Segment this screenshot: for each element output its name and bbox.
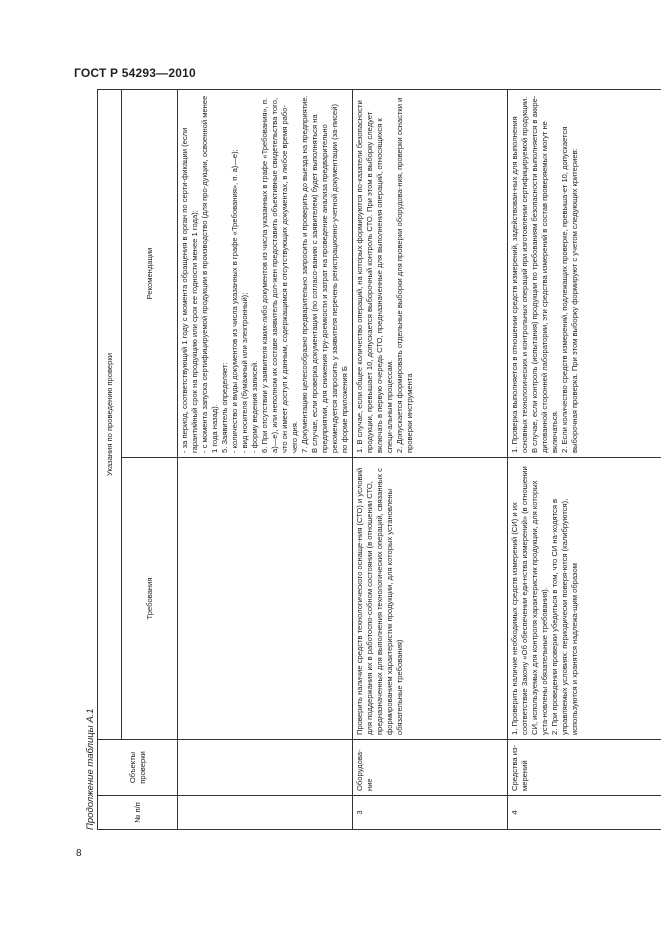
requirement-line: 2. При проведении проверки убедиться в том, что СИ на-ходятся в управляемых условиях: периодически поверя-ются (калибруются), используются и хранятся надлежа-щим образом (550, 498, 579, 735)
page-number: 8 (76, 848, 82, 859)
recommendation-line: 5. Заявитель определяет: (220, 362, 229, 453)
cell-requirements-empty (178, 458, 353, 740)
recommendation-line: - за период, соответствующий 1 году с момента обращения в орган по серти-фикации (если гарантийный срок на продукцию или срок ее годности менее 1 года); (180, 127, 199, 453)
column-header-instructions: Указания по проведению проверки (98, 90, 122, 740)
table-continuation-label: Продолжение таблицы А.1 (85, 708, 96, 830)
recommendation-line: 1. В случае, если общее количество операций, на которых формируются по-казатели безопасности продукции, превышает 10, допускается выборочный контроль СТО. При этом в выборку следует включать в первую очередь СТО, предназначенные для выполнения операций, относящихся к специ-альным процессам. (355, 100, 394, 453)
rotated-page-content (83, 90, 578, 830)
row-number: 3 (353, 796, 508, 830)
row-requirements (508, 458, 661, 740)
recommendation-line: 2. Допускается формировать отдельные выборки для проверки оборудова-ния, проверки оснастки и проверки инструмента (395, 97, 414, 453)
row-object: Средства из-мерений (508, 740, 661, 796)
recommendation-line: - с момента запуска сертифицируемой продукции в производство (для про-дукции, освоенной менее 1 года назад). (200, 95, 219, 453)
column-header-number: № п/п (98, 796, 178, 830)
column-header-requirements: Требования (122, 458, 178, 740)
column-header-objects: Объекты проверки (98, 740, 178, 796)
recommendation-line: - вид носителя (бумажный или электронный); (240, 292, 249, 453)
row-number: 4 (508, 796, 661, 830)
table-subheader-row (122, 90, 178, 830)
row-recommendations (353, 90, 508, 458)
recommendation-line: 6. При отсутствии у заявителя каких-либо документов из числа указанных в графе «Требования», п. а)—е), или неполном их составе заявитель дол-жен предоставить объективные свидетельства того, что он имеет доступ к данным, содержащимся в отсутствующих документах, в любое время рабо-чего дня. (260, 97, 299, 453)
recommendation-line: 2. Если количество средств измерений, подлежащих проверке, превыша-ет 10, допускается выборочная проверка. При этом выборку формируют с учетом следующих критериев: (560, 126, 579, 453)
row-object: Оборудова-ние (353, 740, 508, 796)
requirement-line: 1. Проверить наличие необходимых средств измерений (СИ) и их соответствие Закону «Об обеспечении еди-нства измерений» (в отношении СИ, используемых для контроля характеристик продукции, для которых уста-новлены обязательные требования). (510, 466, 549, 735)
cell-num-empty (178, 796, 353, 830)
document-header: ГОСТ Р 54293—2010 (74, 66, 196, 80)
table-row-continued (178, 90, 353, 830)
row-recommendations (508, 90, 661, 458)
landscape-content (83, 90, 578, 830)
table-row (508, 90, 661, 830)
table-row (353, 90, 508, 830)
recommendation-line: - форму ведения записей. (250, 360, 259, 453)
recommendation-line: 1. Проверка выполняется в отношении средств измерений, задействован-ных для выполнения основных технологических и контрольных операций при изготовлении сертифицируемой продукции. В случае, если контроль (испытания) продукции по требованиям безопасности выполняется в аккре-дитованной сторонней лаборатории, эти средства измерений в состав проверяемых могут не включаться. (510, 95, 559, 453)
table-header-row (98, 90, 122, 830)
row-requirements: Проверить наличие средств технологического оснаще-ния (СТО) и условий для поддержания их в работоспо-собном состоянии (в отношении СТО, предназначенных для выполнения технологических операций, связанных с формированием характеристик продукции, для которых установлены обязательные требования) (353, 458, 508, 740)
column-header-recommendations: Рекомендации (122, 90, 178, 458)
cell-object-empty (178, 740, 353, 796)
recommendation-line: - количество и виды документов из числа указанных в графе «Требования», п. а)—е); (230, 149, 239, 453)
cell-recommendations-continued (178, 90, 353, 458)
recommendation-line: 7. Документацию целесообразно предварительно запросить и проверить до выезда на предприятие. В случае, если проверка документации (по согласо-ванию с заявителем) будет выполняться на предприятии, для снижения тру-доемкости и затрат на проведение анализа предварительно рекомендуется запросить у заявителя перечень регистрационно-учетной документации (за-писей) по форме приложения Б (300, 95, 349, 453)
requirements-table (97, 89, 661, 830)
